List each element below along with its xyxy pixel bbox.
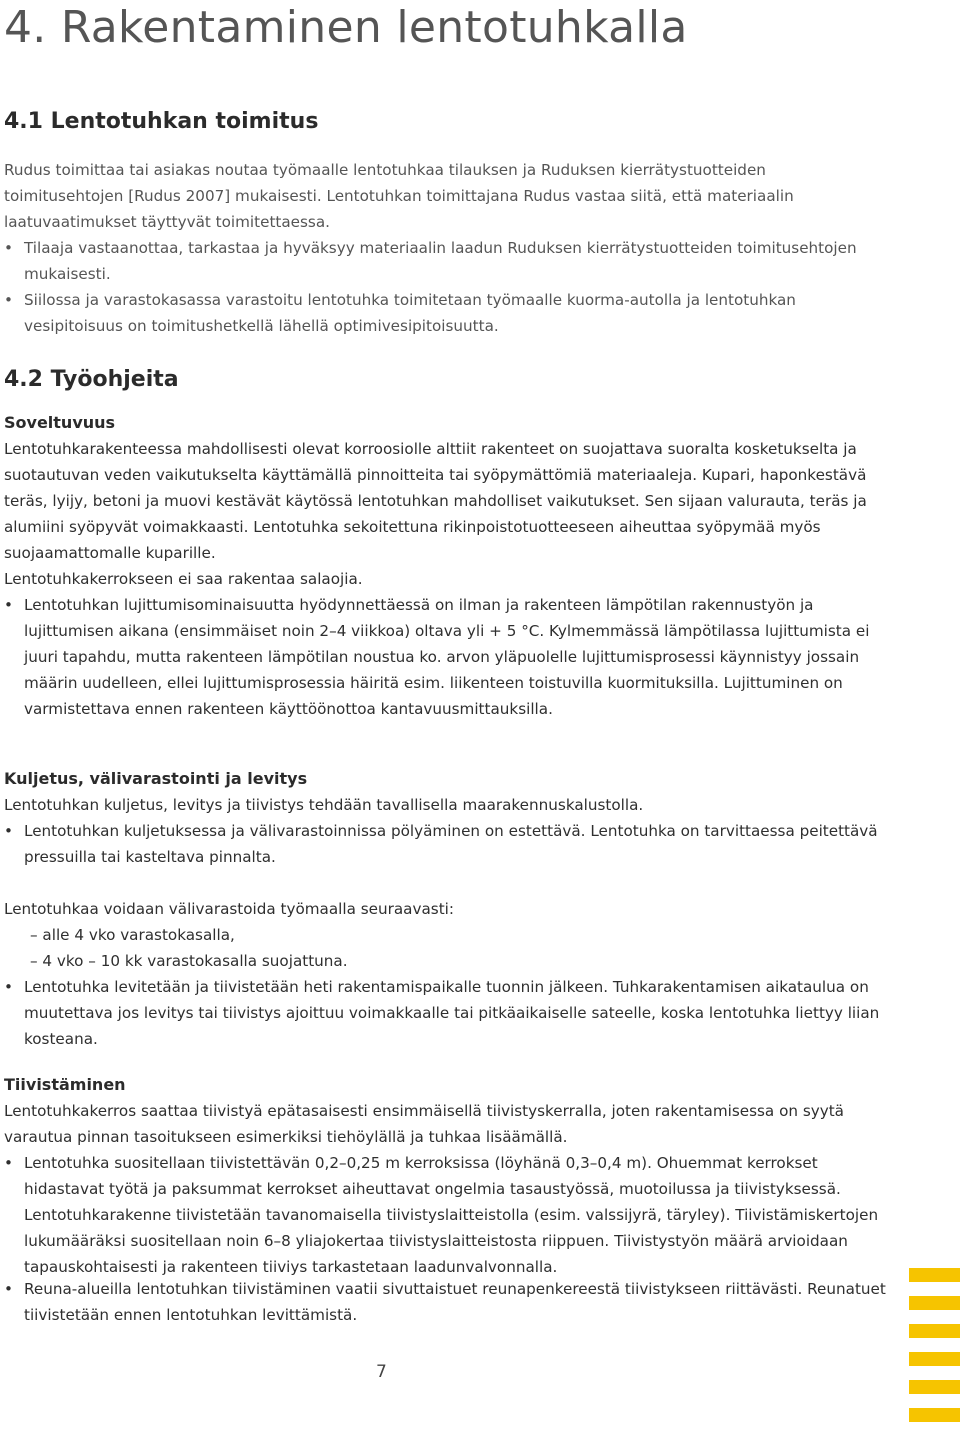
- tiivistaminen-paragraph: Lentotuhkakerros saattaa tiivistyä epätasaisesti ensimmäisellä tiivistyskerralla, joten rakentamisessa on syytä varautua pinnan tasoitukseen esimerkiksi tiehöylällä ja tuhkaa lisäämällä.: [4, 1102, 844, 1146]
- yellow-bar: [909, 1296, 960, 1310]
- yellow-bar: [909, 1324, 960, 1338]
- bullet-text: Lentotuhka suositellaan tiivistettävän 0,2–0,25 m kerroksissa (löyhänä 0,3–0,4 m). Ohuemmat kerrokset hidastavat työtä ja paksummat kerrokset aiheuttavat ongelmia tasaustyössä, muotoilussa ja tiivistyksessä. Lentotuhkarakenne tiivistetään tavanomaisella tiivistyslaitteistolla (esim. valssijyrä, täryley). Tiivistämiskertojen lukumääräksi suositellaan noin 6–8 yliajokertaa tiivistyslaitteistosta riippuen. Tiivistystyön määrä arvioidaan tapauskohtaisesti ja rakenteen tiiviys tarkastetaan laadunvalvonnalla.: [24, 1154, 879, 1276]
- bullet-symbol: •: [4, 596, 13, 614]
- bullet-item: [4, 974, 886, 1052]
- soveltuvuus-paragraph-2: Lentotuhkakerrokseen ei saa rakentaa salaojia.: [4, 570, 363, 588]
- section-heading-4-1: 4.1 Lentotuhkan toimitus: [4, 109, 319, 134]
- bullet-item: [4, 592, 886, 722]
- bullet-symbol: •: [4, 239, 13, 257]
- bullet-item: [4, 235, 886, 287]
- bullet-item: [4, 818, 886, 870]
- subheading-soveltuvuus: Soveltuvuus: [4, 413, 116, 432]
- bullet-item: [4, 1276, 886, 1328]
- yellow-bar: [909, 1268, 960, 1282]
- chapter-title: 4. Rakentaminen lentotuhkalla: [4, 2, 688, 53]
- subheading-kuljetus: Kuljetus, välivarastointi ja levitys: [4, 769, 308, 788]
- subheading-tiivistaminen: Tiivistäminen: [4, 1075, 126, 1094]
- bullet-text: Lentotuhkan lujittumisominaisuutta hyödynnettäessä on ilman ja rakenteen lämpötilan rakennustyön ja lujittumisen aikana (ensimmäiset noin 2–4 viikkoa) oltava yli + 5 °C. Kylmemmässä lämpötilassa lujittumista ei juuri tapahdu, mutta rakenteen lämpötilan noustua ko. arvon yläpuolelle lujittumisprosessi käynnistyy jossain määrin uudelleen, ellei lujittumisprosessia häiritä esim. liikenteen toistuvilla kuormituksilla. Lujittuminen on varmistettava ennen rakenteen käyttöönottoa kantavuusmittauksilla.: [24, 596, 870, 718]
- section-heading-4-2: 4.2 Työohjeita: [4, 367, 179, 392]
- bullet-text: Tilaaja vastaanottaa, tarkastaa ja hyväksyy materiaalin laadun Ruduksen kierrätystuotteiden toimitusehtojen mukaisesti.: [24, 239, 857, 283]
- yellow-bar: [909, 1352, 960, 1366]
- dash-item: – 4 vko – 10 kk varastokasalla suojattuna.: [30, 952, 348, 970]
- section-4-1-intro: Rudus toimittaa tai asiakas noutaa työmaalle lentotuhkaa tilauksen ja Ruduksen kierrätystuotteiden toimitusehtojen [Rudus 2007] mukaisesti. Lentotuhkan toimittajana Rudus vastaa siitä, että materiaalin laatuvaatimukset täyttyvät toimitettaessa.: [4, 161, 794, 231]
- bullet-symbol: •: [4, 822, 13, 840]
- yellow-bar: [909, 1408, 960, 1422]
- yellow-bar: [909, 1380, 960, 1394]
- kuljetus-paragraph-2: Lentotuhkaa voidaan välivarastoida työmaalla seuraavasti:: [4, 900, 454, 918]
- bullet-item: [4, 287, 886, 339]
- bullet-text: Lentotuhka levitetään ja tiivistetään heti rakentamispaikalle tuonnin jälkeen. Tuhkarakentamisen aikataulua on muutettava jos levitys tai tiivistys ajoittuu voimakkaalle tai pitkäaikaiselle sateelle, koska lentotuhka liettyy liian kosteana.: [24, 978, 880, 1048]
- soveltuvuus-paragraph: Lentotuhkarakenteessa mahdollisesti olevat korroosiolle alttiit rakenteet on suojattava suoralta kosketukselta ja suotautuvan veden vaikutukselta käyttämällä pinnoitteita tai syöpymättömiä materiaaleja. Kupari, haponkestävä teräs, lyijy, betoni ja muovi kestävät käytössä lentotuhkan mahdolliset vaikutukset. Sen sijaan valurauta, teräs ja alumiini syöpyvät voimakkaasti. Lentotuhka sekoitettuna rikinpoistotuotteeseen aiheuttaa syöpymää myös suojaamattomalle kuparille.: [4, 440, 867, 562]
- bullet-symbol: •: [4, 291, 13, 309]
- bullet-symbol: •: [4, 1280, 13, 1298]
- bullet-symbol: •: [4, 1154, 13, 1172]
- dash-item: – alle 4 vko varastokasalla,: [30, 926, 235, 944]
- bullet-symbol: •: [4, 978, 13, 996]
- bullet-item: [4, 1150, 886, 1280]
- bullet-text: Reuna-alueilla lentotuhkan tiivistäminen vaatii sivuttaistuet reunapenkereestä tiivistykseen riittävästi. Reunatuet tiivistetään ennen lentotuhkan levittämistä.: [24, 1280, 886, 1324]
- decorative-yellow-bars: [909, 1268, 960, 1436]
- page-number: 7: [376, 1362, 387, 1382]
- bullet-text: Siilossa ja varastokasassa varastoitu lentotuhka toimitetaan työmaalle kuorma-autolla ja lentotuhkan vesipitoisuus on toimitushetkellä lähellä optimivesipitoisuutta.: [24, 291, 796, 335]
- bullet-text: Lentotuhkan kuljetuksessa ja välivarastoinnissa pölyäminen on estettävä. Lentotuhka on tarvittaessa peitettävä pressuilla tai kasteltava pinnalta.: [24, 822, 878, 866]
- kuljetus-paragraph: Lentotuhkan kuljetus, levitys ja tiivistys tehdään tavallisella maarakennuskalustolla.: [4, 796, 644, 814]
